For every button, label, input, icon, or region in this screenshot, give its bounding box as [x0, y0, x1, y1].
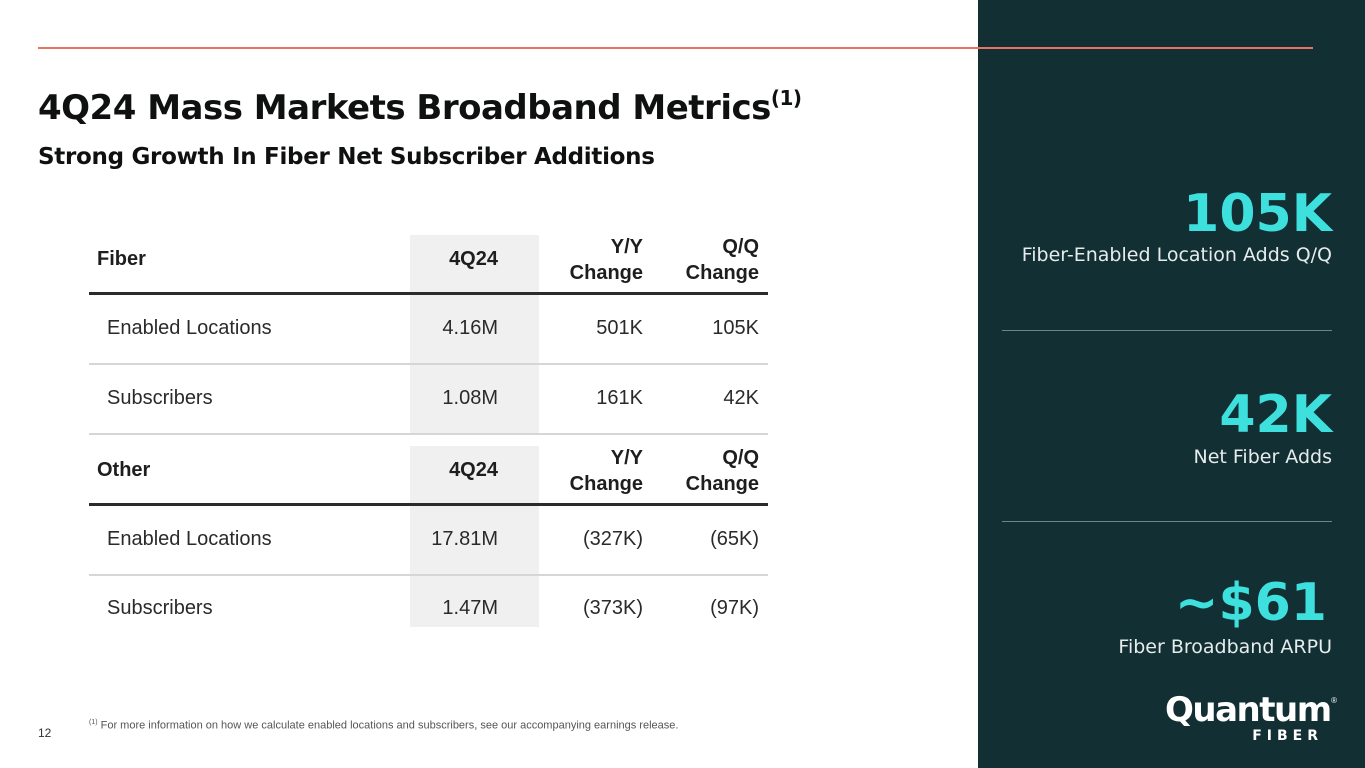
title-footnote-marker: (1)	[770, 86, 802, 110]
other-header-yy	[570, 445, 643, 497]
table-row	[89, 506, 768, 574]
row-4q24: 4.16M	[442, 317, 498, 339]
row-yy: 161K	[596, 387, 643, 409]
table-row	[89, 365, 768, 433]
logo-registered-mark: ®	[1331, 696, 1337, 705]
accent-rule	[38, 47, 1313, 49]
fiber-header-row	[89, 234, 768, 292]
metric-label-net-fiber-adds: Net Fiber Adds	[1193, 446, 1332, 468]
other-header-label: Other	[97, 459, 151, 481]
page-title	[38, 88, 802, 128]
fiber-header-4q24: 4Q24	[449, 248, 498, 270]
fiber-header-yy-line2: Change	[569, 262, 643, 284]
row-label: Enabled Locations	[107, 317, 272, 339]
row-label: Subscribers	[107, 597, 213, 619]
metric-divider	[1002, 521, 1332, 522]
row-4q24: 1.08M	[442, 387, 498, 409]
other-header-qq-line2: Change	[685, 473, 759, 495]
fiber-header-yy	[570, 234, 643, 286]
page-number: 12	[38, 726, 52, 740]
fiber-header-qq-line1: Q/Q	[722, 236, 759, 258]
row-yy: (327K)	[582, 528, 643, 550]
row-qq: 42K	[723, 387, 759, 409]
page-title-text: 4Q24 Mass Markets Broadband Metrics	[38, 88, 771, 128]
quantum-fiber-logo	[1165, 690, 1337, 750]
footnote	[89, 719, 678, 732]
metric-value-location-adds: 105K	[1183, 184, 1332, 244]
row-qq: (65K)	[710, 528, 759, 550]
other-header-yy-line1: Y/Y	[610, 447, 643, 469]
other-header-row	[89, 445, 768, 503]
footnote-text: For more information on how we calculate enabled locations and subscribers, see our accompanying earnings release.	[100, 719, 679, 732]
row-yy: (373K)	[582, 597, 643, 619]
metric-value-net-fiber-adds: 42K	[1219, 385, 1332, 445]
table-row	[89, 576, 768, 627]
row-yy: 501K	[596, 317, 643, 339]
fiber-header-qq	[686, 234, 759, 286]
footnote-marker: (1)	[89, 719, 98, 726]
row-label: Subscribers	[107, 387, 213, 409]
row-label: Enabled Locations	[107, 528, 272, 550]
page-subtitle: Strong Growth In Fiber Net Subscriber Additions	[38, 144, 655, 170]
row-4q24: 17.81M	[431, 528, 498, 550]
row-qq: (97K)	[710, 597, 759, 619]
other-header-yy-line2: Change	[569, 473, 643, 495]
metric-label-arpu: Fiber Broadband ARPU	[1118, 636, 1332, 658]
fiber-header-yy-line1: Y/Y	[610, 236, 643, 258]
fiber-header-qq-line2: Change	[685, 262, 759, 284]
row-divider	[89, 433, 768, 435]
other-header-4q24: 4Q24	[449, 459, 498, 481]
logo-wordmark: Quantum	[1165, 690, 1331, 730]
row-qq: 105K	[712, 317, 759, 339]
fiber-header-label: Fiber	[97, 248, 146, 270]
table-row	[89, 295, 768, 363]
row-4q24: 1.47M	[442, 597, 498, 619]
logo-subtext: FIBER	[1252, 728, 1323, 744]
metric-label-location-adds: Fiber-Enabled Location Adds Q/Q	[1021, 244, 1332, 266]
metric-divider	[1002, 330, 1332, 331]
metric-value-arpu: ~$61	[1174, 573, 1327, 633]
other-header-qq-line1: Q/Q	[722, 447, 759, 469]
other-header-qq	[686, 445, 759, 497]
